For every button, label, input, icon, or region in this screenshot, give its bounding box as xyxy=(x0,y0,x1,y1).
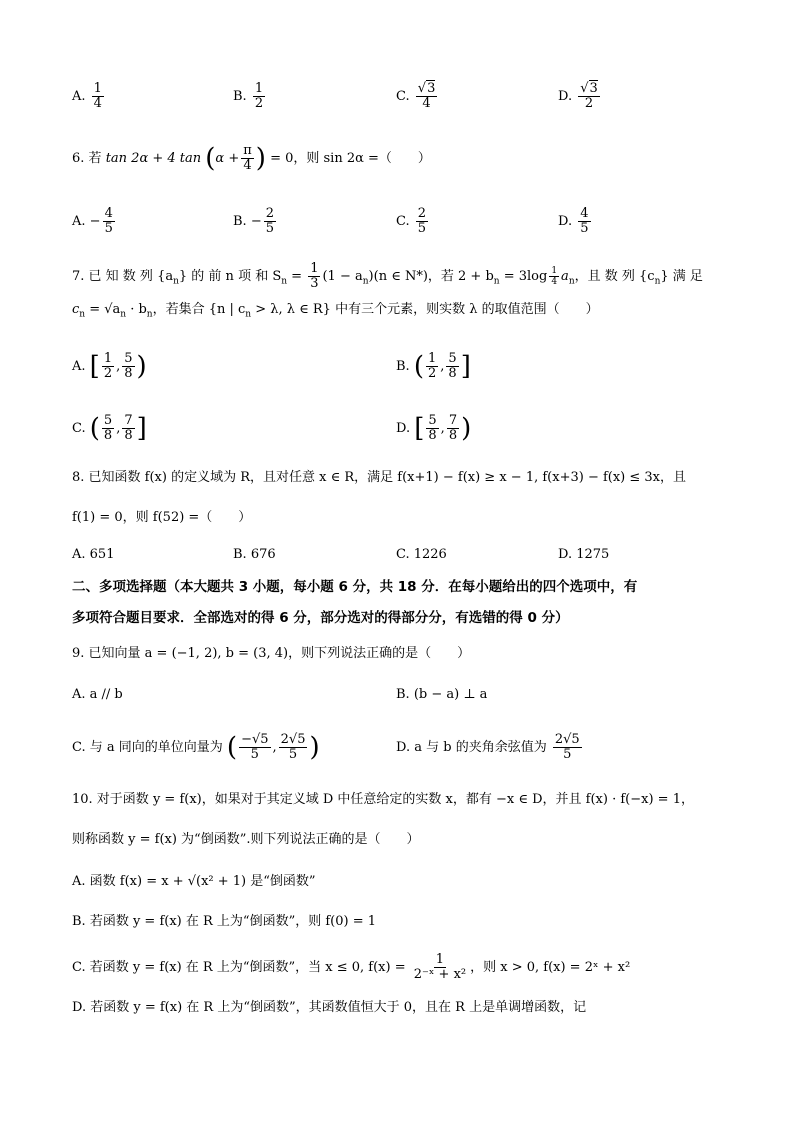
section-2-heading-line-2: 多项符合题目要求．全部选对的得 6 分，部分选对的得部分分，有选错的得 0 分） xyxy=(72,610,569,626)
q7-option-c: C. ( $\frac{5}{8}$ , $\frac{7}{8}$ ] xyxy=(72,413,147,444)
question-8-line-2: f(1) = 0，则 f(52) =（ ） xyxy=(72,510,252,525)
q7-option-b: B. ( $\frac{1}{2}$ , $\frac{5}{8}$ ] xyxy=(396,351,471,382)
q6-option-a: A. − $\frac{4}{5}$ xyxy=(72,206,113,236)
q10-option-d: D. 若函数 y = f(x) 在 R 上为“倒函数”，其函数值恒大于 0，且在 R 上是单调增函数，记 xyxy=(72,1000,587,1015)
q9-option-c: C. 与 a 同向的单位向量为 ( $\frac{-√5}{5}$ , $\frac{2√5}{5}$ ) xyxy=(72,732,320,763)
q6-option-b: B. − $\frac{2}{5}$ xyxy=(233,206,275,236)
q6-option-d: D. $\frac{4}{5}$ xyxy=(558,206,589,236)
q5-option-b: B. $\frac{1}{2}$ xyxy=(233,81,264,111)
q8-option-b: B. 676 xyxy=(233,547,276,562)
q8-option-c: C. 1226 xyxy=(396,547,447,562)
q9-option-a: A. a // b xyxy=(72,687,123,702)
q5-option-d: D. $\frac{√3}{2}$ xyxy=(558,81,598,111)
question-9: 9. 已知向量 a = (−1, 2), b = (3, 4)，则下列说法正确的是（ ） xyxy=(72,646,471,661)
question-10-line-2: 则称函数 y = f(x) 为“倒函数”.则下列说法正确的是（ ） xyxy=(72,832,420,847)
question-8-line-1: 8. 已知函数 f(x) 的定义域为 R，且对任意 x ∈ R，满足 f(x+1) − f(x) ≥ x − 1, f(x+3) − f(x) ≤ 3x，且 xyxy=(72,470,687,485)
q6-option-c: C. $\frac{2}{5}$ xyxy=(396,206,427,236)
q5-option-c: C. $\frac{√3}{4}$ xyxy=(396,81,436,111)
q7-option-d: D. [ $\frac{5}{8}$ , $\frac{7}{8}$ ) xyxy=(396,413,472,444)
q10-option-b: B. 若函数 y = f(x) 在 R 上为“倒函数”，则 f(0) = 1 xyxy=(72,914,377,929)
q9-option-d: D. a 与 b 的夹角余弦值为 $\frac{2√5}{5}$ xyxy=(396,732,580,762)
q5-option-a: A. $\frac{1}{4}$ xyxy=(72,81,102,111)
question-7-line-2: $c_n = √a_n \cdot b_n$，若集合 {n | $c_n > \lambda$, λ ∈ R} 中有三个元素，则实数 λ 的取值范围（ ） xyxy=(72,302,599,320)
q9-option-b: B. (b − a) ⊥ a xyxy=(396,687,488,702)
q10-option-a: A. 函数 f(x) = x + √(x² + 1) 是“倒函数” xyxy=(72,874,316,889)
question-6: 6. 若 tan 2α + 4 tan (α + $\frac{\pi}{4}$ ) = 0，则 sin 2α =（ ） xyxy=(72,143,431,174)
q8-option-d: D. 1275 xyxy=(558,547,610,562)
question-10-line-1: 10. 对于函数 y = f(x)，如果对于其定义域 D 中任意给定的实数 x，都有 −x ∈ D，并且 f(x) · f(−x) = 1， xyxy=(72,792,694,807)
q7-option-a: A. [ $\frac{1}{2}$ , $\frac{5}{8}$ ) xyxy=(72,351,147,382)
question-7-line-1: 7. 已 知 数 列 $\{a_n\}$ 的 前 n 项 和 $S_n$ = $\frac{1}{3}$ $(1 - a_n)(n$ ∈ N*)，若 $2 + b_n = 3\log$ $\frac{1}{4}$ $a_n$，且 数 列 $\{c_n\}$ 满 足 xyxy=(72,261,703,291)
q8-option-a: A. 651 xyxy=(72,547,115,562)
q10-option-c: C. 若函数 y = f(x) 在 R 上为“倒函数”，当 x ≤ 0, f(x) = $\frac{1}{\text{2⁻ˣ + x²}}$ ，则 x > 0, f(x) = 2ˣ + x² xyxy=(72,952,631,982)
section-2-heading-line-1: 二、多项选择题（本大题共 3 小题，每小题 6 分，共 18 分．在每小题给出的四个选项中，有 xyxy=(72,579,638,595)
